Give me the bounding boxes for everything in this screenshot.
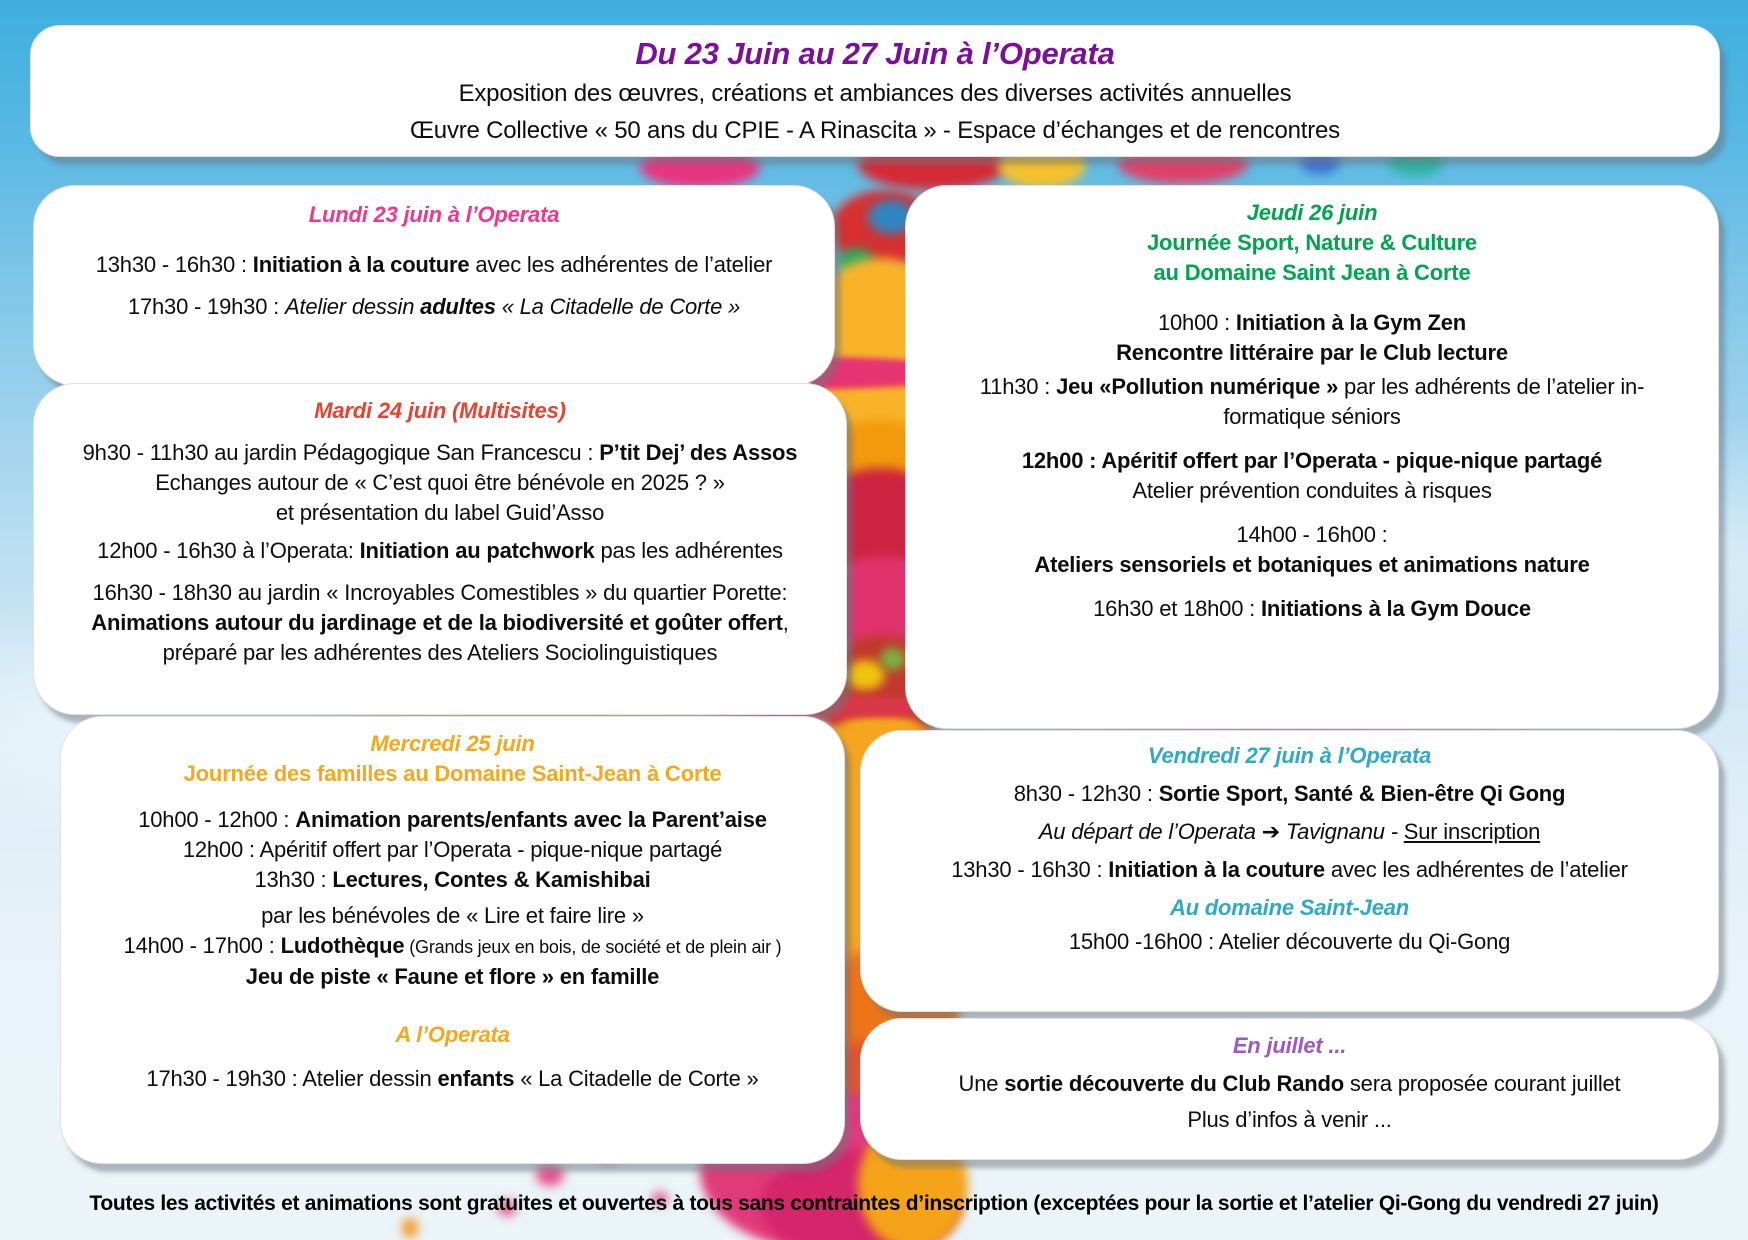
tuesday-card [33,383,847,715]
time-label: 17h30 - 19h30 : Atelier dessin [146,1066,438,1091]
wednesday-line-7 [61,1064,844,1094]
activity-audience: adultes [420,294,496,319]
july-title: En juillet ... [1232,1033,1347,1058]
monday-card [33,185,835,386]
monday-title: Lundi 23 juin à l’Operata [308,202,560,227]
time-label: 8h30 - 12h30 : [1013,781,1159,806]
friday-line-2 [861,817,1718,847]
activity-label: Animation parents/enfants avec la Parent’aise [295,807,767,832]
arrow-icon: ➔ [1261,819,1280,844]
header-line-2: Œuvre Collective « 50 ans du CPIE - A Rinascita » - Espace d’échanges et de rencontres [410,117,1340,144]
wednesday-line-3 [61,865,844,895]
wednesday-subtitle: Journée des familles au Domaine Saint-Jean à Corte [183,761,722,786]
activity-label: Animations autour du jardinage et de la biodiversité et goûter offert [91,610,783,635]
friday-line-3 [861,855,1718,885]
time-label: 11h30 : [979,374,1057,399]
monday-line-2 [34,292,834,322]
wednesday-location-heading: A l’Operata [395,1022,510,1047]
thursday-line-7 [906,550,1718,580]
activity-detail: pas les adhérentes [594,538,783,563]
thursday-title: Jeudi 26 juin [1246,200,1378,225]
thursday-line-6: 14h00 - 16h00 : [1236,522,1388,547]
thursday-line-8 [906,594,1718,624]
tuesday-line-1 [34,438,846,468]
time-label: 14h00 - 17h00 : [123,933,281,958]
time-label: 13h30 - 16h30 : [95,252,253,277]
activity-place: « La Citadelle de Corte » [495,294,741,319]
time-label: 12h00 - 16h30 à l’Operata: [97,538,360,563]
friday-location-heading: Au domaine Saint-Jean [1169,895,1410,920]
activity-label: Jeu «Pollution numérique » [1056,374,1339,399]
header-card [30,25,1720,157]
friday-line-1 [861,779,1718,809]
tuesday-title: Mardi 24 juin (Multisites) [314,398,566,423]
tuesday-line-4 [34,536,846,566]
activity-place: « La Citadelle de Corte » [514,1066,759,1091]
activity-label: Initiation au patchwork [359,538,595,563]
wednesday-line-5 [61,931,844,962]
wednesday-line-6 [61,962,844,992]
header-line-1: Exposition des œuvres, créations et ambiances des diverses activités annuelles [458,80,1292,107]
wednesday-line-4: par les bénévoles de « Lire et faire lire » [261,903,644,928]
tuesday-line-2: Echanges autour de « C’est quoi être bénévole en 2025 ? » [155,470,725,495]
wednesday-line-2: 12h00 : Apéritif offert par l’Operata - pique-nique partagé [182,837,723,862]
activity-label: sortie découverte du Club Rando [1004,1071,1344,1096]
activity-label: Initiations à la Gym Douce [1261,596,1531,621]
time-label: 10h00 - 12h00 : [138,807,296,832]
activity-label: Lectures, Contes & Kamishibai [332,867,651,892]
wednesday-card [60,716,845,1164]
activity-label: Sortie Sport, Santé & Bien-être Qi Gong [1158,781,1566,806]
paint-blob [536,1164,564,1186]
wednesday-title: Mercredi 25 juin [370,731,535,756]
activity-detail: avec les adhérentes de l’atelier [469,252,773,277]
friday-line-4: 15h00 -16h00 : Atelier découverte du Qi-Gong [1068,929,1511,954]
monday-line-1 [34,250,834,280]
paint-blob [402,1218,418,1238]
text: Une [958,1071,1005,1096]
activity-detail: , [782,610,789,635]
activity-label: Atelier dessin [284,294,421,319]
thursday-subtitle-2: au Domaine Saint Jean à Corte [1153,260,1471,285]
time-label: 17h30 - 19h30 : [127,294,285,319]
wednesday-line-1 [61,805,844,835]
tuesday-line-5: 16h30 - 18h30 au jardin « Incroyables Comestibles » du quartier Porette: [92,580,788,605]
tuesday-line-3: et présentation du label Guid’Asso [275,500,605,525]
paint-blob [845,660,885,690]
activity-label: Initiation à la couture [252,252,470,277]
activity-label: Ludothèque [280,933,405,958]
thursday-line-3-cont: formatique séniors [1223,404,1401,429]
paint-blob [880,648,906,670]
thursday-line-1 [906,308,1718,338]
time-label: 13h30 - 16h30 : [951,857,1109,882]
july-card [860,1018,1719,1160]
departure-label: Au départ de l’Operata [1038,819,1262,844]
activity-label: 12h00 : Apéritif offert par l’Operata - pique-nique partagé [1021,448,1603,473]
text: sera proposée courant juillet [1343,1071,1621,1096]
activity-detail: (Grands jeux en bois, de société et de plein air ) [404,937,782,957]
july-line-1 [861,1069,1718,1099]
thursday-subtitle-1: Journée Sport, Nature & Culture [1147,230,1477,255]
thursday-line-3 [906,372,1718,402]
tuesday-line-7: préparé par les adhérentes des Ateliers Sociolinguistiques [162,640,718,665]
thursday-card [905,185,1719,729]
time-label: 13h30 : [254,867,333,892]
destination-label: Tavignanu - [1279,819,1404,844]
time-label: 10h00 : [1157,310,1236,335]
activity-label: Jeu de piste « Faune et flore » en famille [245,964,660,989]
activity-label: P’tit Dej’ des Assos [599,440,798,465]
activity-label: Initiation à la Gym Zen [1235,310,1467,335]
thursday-line-4 [906,446,1718,476]
activity-label: Initiation à la couture [1108,857,1325,882]
tuesday-line-6 [34,608,846,638]
thursday-line-2 [906,338,1718,368]
time-label: 16h30 et 18h00 : [1093,596,1261,621]
activity-detail: avec les adhérentes de l’atelier [1324,857,1628,882]
activity-label: Rencontre littéraire par le Club lecture [1116,340,1508,365]
friday-card [860,730,1719,1012]
activity-detail: par les adhérents de l’atelier in- [1338,374,1645,399]
time-label: 9h30 - 11h30 au jardin Pédagogique San Francescu : [82,440,600,465]
friday-title: Vendredi 27 juin à l’Operata [1147,743,1432,768]
registration-note: Sur inscription [1403,819,1541,844]
july-line-2: Plus d’infos à venir ... [1187,1107,1392,1132]
footer-note: Toutes les activités et animations sont gratuites et ouvertes à tous sans contraintes d’inscription (exceptées pour la sortie et l’atelier Qi-Gong du vendredi 27 juin) [89,1192,1659,1215]
activity-audience: enfants [437,1066,515,1091]
thursday-line-5: Atelier prévention conduites à risques [1132,478,1492,503]
activity-label: Ateliers sensoriels et botaniques et animations nature [1034,552,1590,577]
flyer-title: Du 23 Juin au 27 Juin à l’Operata [635,36,1115,71]
